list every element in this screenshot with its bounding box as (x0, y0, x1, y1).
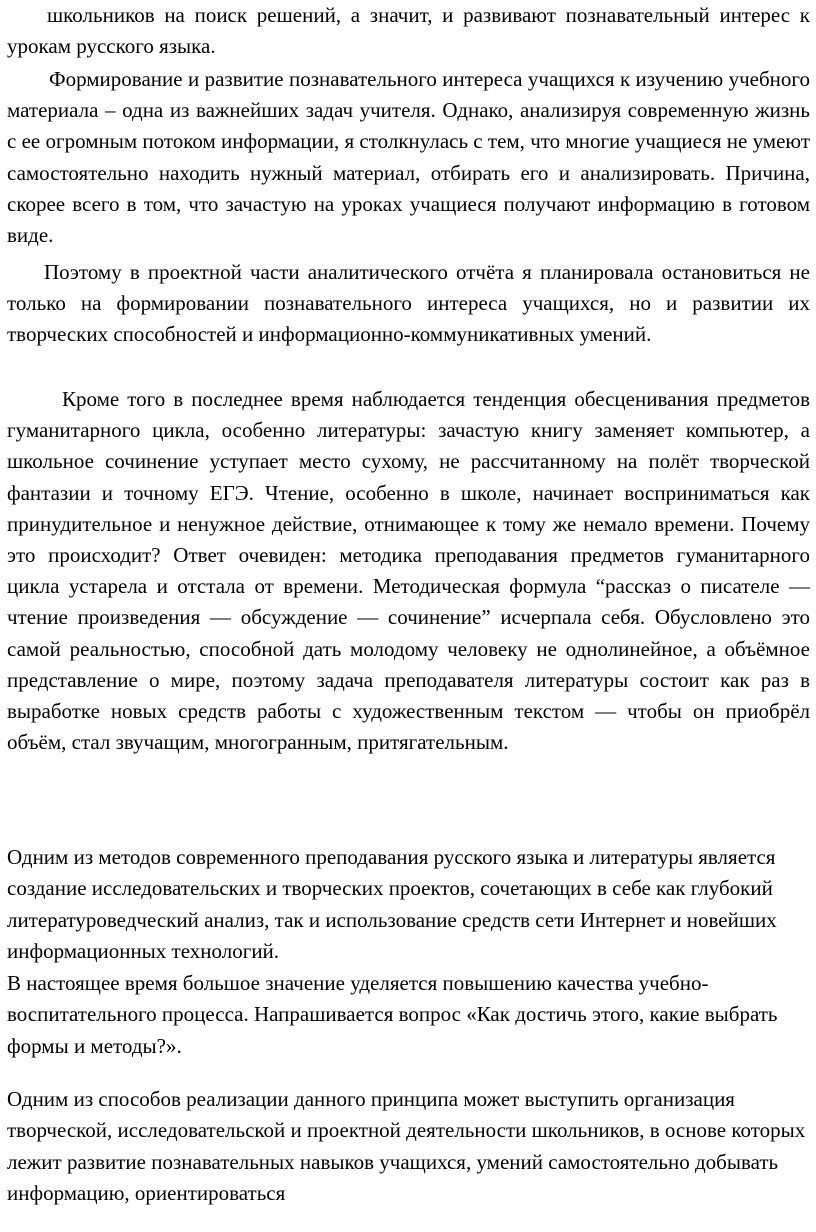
paragraph-cognitive-interest: Формирование и развитие познавательного интереса учащихся к изучению учебного материала – одна из важнейших задач учителя. Однако, анализируя современную жизнь с ее огромным потоком информации, я столкнулась с тем, что многие учащиеся не умеют самостоятельно находить нужный материал, отбирать его и анализировать. Причина, скорее всего в том, что зачастую на уроках учащиеся получают информацию в готовом виде. (7, 67, 810, 248)
paragraph-education-quality: В настоящее время большое значение уделяется повышению качества учебно-воспитательного процесса. Напрашивается вопрос «Как достичь этого, какие выбрать формы и методы?». (7, 971, 778, 1058)
paragraph-implementation-methods: Одним из способов реализации данного принципа может выступить организация творческой, исследовательской и проектной деятельности школьников, в основе которых лежит развитие познавательных навыков учащихся, умений самостоятельно добывать информацию, ориентироваться (7, 1087, 806, 1205)
paragraph-teaching-methods: Одним из методов современного преподавания русского языка и литературы является создание исследовательских и творческих проектов, сочетающих в себе как глубокий литературоведческий анализ, так и использование средств сети Интернет и новейших информационных технологий. (7, 845, 777, 963)
paragraph-project-part: Поэтому в проектной части аналитического отчёта я планировала остановиться не только на формировании познавательного интереса учащихся, но и развитии их творческих способностей и информационно-коммуникативных умений. (7, 260, 810, 347)
paragraph-humanities-devaluation: Кроме того в последнее время наблюдается тенденция обесценивания предметов гуманитарного цикла, особенно литературы: зачастую книгу заменяет компьютер, а школьное сочинение уступает место сухому, не рассчитанному на полёт творческой фантазии и точному ЕГЭ. Чтение, особенно в школе, начинает восприниматься как принудительное и ненужное действие, отнимающее к тому же немало времени. Почему это происходит? Ответ очевиден: методика преподавания предметов гуманитарного цикла устарела и отстала от времени. Методическая формула “рассказ о писателе — чтение произведения — обсуждение — сочинение” исчерпала себя. Обусловлено это самой реальностью, способной дать молодому человеку не однолинейное, а объёмное представление о мире, поэтому задача преподавателя литературы состоит как раз в выработке новых средств работы с художественным текстом — чтобы он приобрёл объём, стал звучащим, многогранным, притягательным. (7, 387, 810, 755)
paragraph-continuation: школьников на поиск решений, а значит, и развивают познавательный интерес к урокам русского языка. (7, 3, 810, 59)
